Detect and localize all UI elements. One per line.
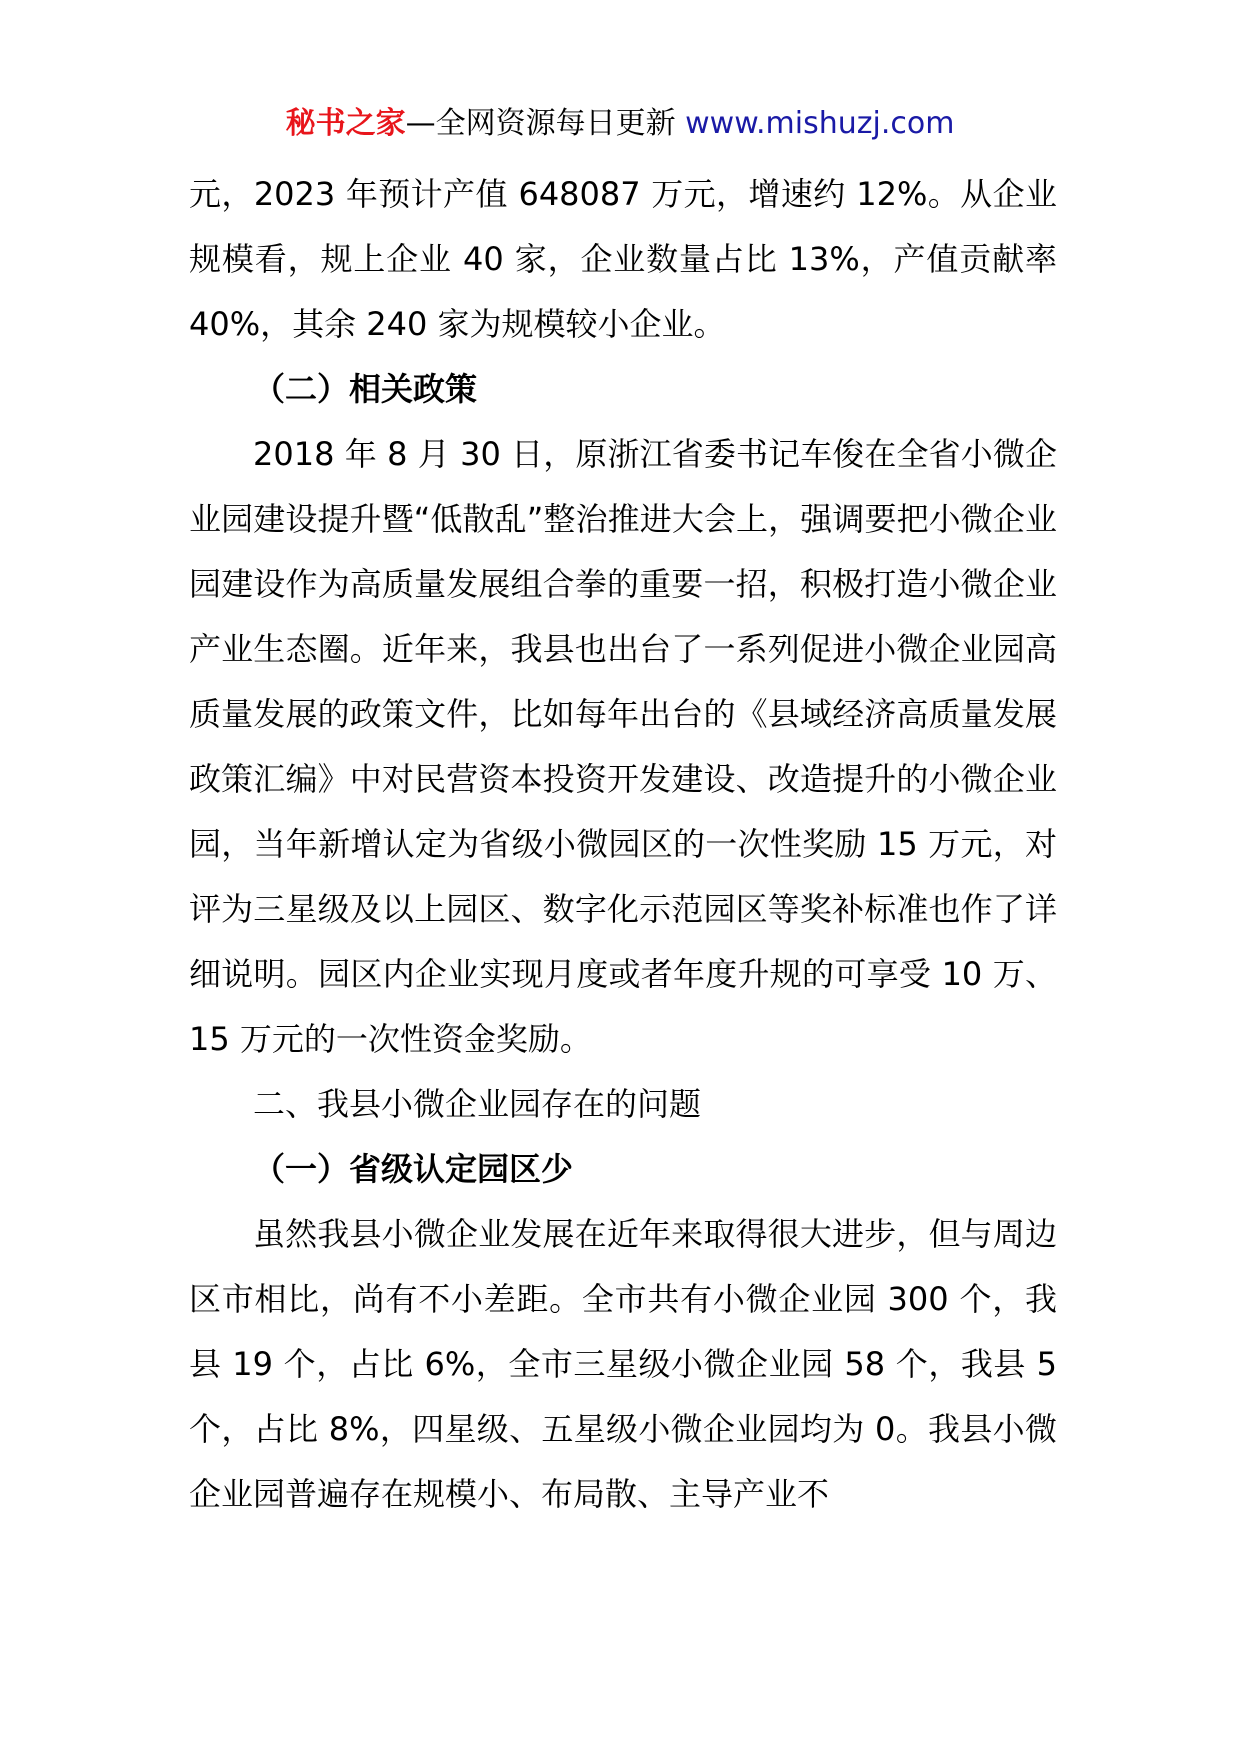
heading-related-policies: （二）相关政策 xyxy=(253,370,478,408)
page-header xyxy=(0,100,1240,148)
brand-name: 秘书之家 xyxy=(285,106,406,141)
paragraph-output-overview: 元，2023 年预计产值 648087 万元，增速约 12%。从企业规模看，规上企业 40 家，企业数量占比 13%，产值贡献率 40%，其余 240 家为规模较小企业。 xyxy=(189,175,1057,343)
heading-section-problems: 二、我县小微企业园存在的问题 xyxy=(253,1085,702,1123)
website-link[interactable]: www.mishuzj.com xyxy=(685,106,955,141)
paragraph-park-comparison: 虽然我县小微企业发展在近年来取得很大进步，但与周边区市相比，尚有不小差距。全市共有小微企业园 300 个，我县 19 个，占比 6%，全市三星级小微企业园 58 个，我县 5 个，占比 8%，四星级、五星级小微企业园均为 0。我县小微企业园普遍存在规模小、布局散、主导产业不 xyxy=(189,1215,1057,1513)
header-tagline: —全网资源每日更新 xyxy=(405,106,686,141)
paragraph-policies: 2018 年 8 月 30 日，原浙江省委书记车俊在全省小微企业园建设提升暨“低散乱”整治推进大会上，强调要把小微企业园建设作为高质量发展组合拳的重要一招，积极打造小微企业产业生态圈。近年来，我县也出台了一系列促进小微企业园高质量发展的政策文件，比如每年出台的《县域经济高质量发展政策汇编》中对民营资本投资开发建设、改造提升的小微企业园，当年新增认定为省级小微园区的一次性奖励 15 万元，对评为三星级及以上园区、数字化示范园区等奖补标准也作了详细说明。园区内企业实现月度或者年度升规的可享受 10 万、15 万元的一次性资金奖励。 xyxy=(189,435,1057,1058)
document-body xyxy=(189,162,1057,1527)
heading-few-provincial-parks: （一）省级认定园区少 xyxy=(253,1150,574,1188)
